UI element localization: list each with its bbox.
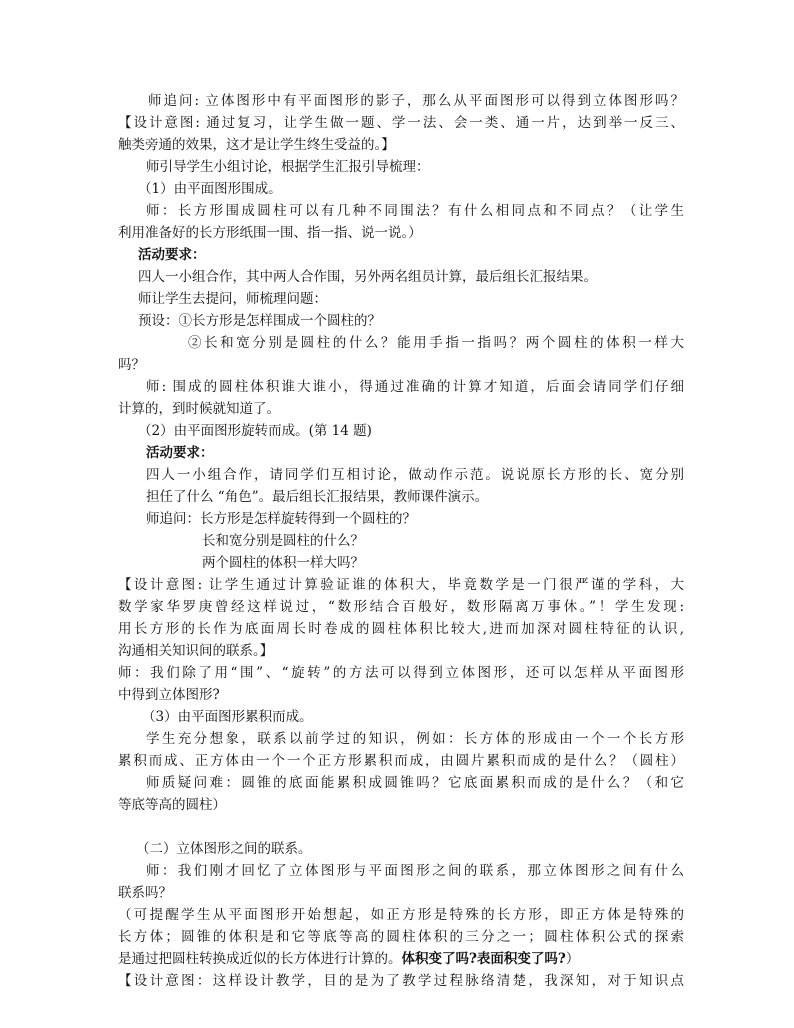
section-heading: （1）由平面图形围成。 [138,181,282,197]
design-intent-line: 用长方形的长作为底面周长时卷成的圆柱体积比较大,进而加深对圆柱特征的认识, [118,621,684,637]
paragraph-line: 吗？ [118,357,145,373]
design-intent-line: 沟通相关知识间的联系。】 [118,643,274,659]
paragraph-text: ） [565,951,580,967]
paragraph-line: 中得到立体图形? [118,687,220,703]
design-intent-line: 【设计意图: 通过复习，让学生做一题、学一法、会一类、通一片，达到举一反三、 [118,115,684,131]
paragraph-text: 是通过把圆柱转换成近似的长方体进行计算的。 [118,951,402,967]
design-intent-line: 【设计意图: 让学生通过计算验证谁的体积大，毕竟数学是一门很严谨的学科，大 [118,577,684,593]
paragraph-line: 联系吗？ [118,885,172,901]
paragraph-line: 利用准备好的长方形纸围一围、指一指、说一说。） [118,225,422,241]
section-heading: （2）由平面图形旋转而成。(第 14 题) [138,423,372,439]
paragraph-line: 担任了什么 “角色”。最后组长汇报结果，教师课件演示。 [146,489,489,505]
paragraph-line: 四人一小组合作，其中两人合作围，另外两名组员计算，最后组长汇报结果。 [138,269,597,285]
paragraph-line: 两个圆柱的体积一样大吗？ [202,555,364,571]
paragraph-line: 师：我们刚才回忆了立体图形与平面图形之间的联系，那立体图形之间有什么 [146,863,684,879]
paragraph-line: 四人一小组合作，请同学们互相讨论，做动作示范。说说原长方形的长、宽分别 [146,467,684,483]
paragraph-line: 累积而成、正方体由一个一个正方形累积而成，由圆片累积而成的是什么？（圆柱） [118,753,684,769]
section-heading: （二）立体图形之间的联系。 [136,841,312,857]
paragraph-line: （可提醒学生从平面图形开始想起，如正方形是特殊的长方形，即正方体是特殊的 [118,907,684,923]
paragraph-line [118,948,684,970]
emphasis-question: 体积变了吗?表面积变了吗? [401,951,566,967]
design-intent-line: 【设计意图：这样设计教学，目的是为了教学过程脉络清楚，我深知，对于知识点 [118,973,684,989]
section-heading: （3）由平面图形累积而成。 [142,709,313,725]
paragraph-line: 师质疑问难：圆锥的底面能累积成圆锥吗？它底面累积而成的是什么？（和它 [146,775,684,791]
paragraph-line: 等底等高的圆柱） [118,797,226,813]
paragraph-line: 师: 围成的圆柱体积谁大谁小，得通过准确的计算才知道，后面会请同学们仔细 [146,379,684,395]
activity-heading: 活动要求： [138,247,206,263]
paragraph-line: 计算的，到时候就知道了。 [118,401,280,417]
paragraph-line: 学生充分想象，联系以前学过的知识，例如：长方体的形成由一个一个长方形 [146,731,684,747]
paragraph-line: 师追问: 立体图形中有平面图形的影子，那么从平面图形可以得到立体图形吗？ [148,93,684,109]
paragraph-line: ②长和宽分别是圆柱的什么？能用手指一指吗？两个圆柱的体积一样大 [188,335,684,351]
paragraph-line: 长方体；圆锥的体积是和它等底等高的圆柱体积的三分之一；圆柱体积公式的探索 [118,929,684,945]
design-intent-line: 触类旁通的效果，这才是让学生终生受益的。】 [118,137,395,153]
activity-heading: 活动要求： [146,445,214,461]
paragraph-line: 长和宽分别是圆柱的什么？ [202,533,364,549]
paragraph-line: 师：我们除了用“围”、“旋转”的方法可以得到立体图形，还可以怎样从平面图形 [118,665,684,681]
paragraph-line: 预设：①长方形是怎样围成一个圆柱的？ [138,313,381,329]
design-intent-line: 数学家华罗庚曾经这样说过，“数形结合百般好，数形隔离万事休。”！学生发现: [118,599,684,615]
paragraph-line: 师：长方形围成圆柱可以有几种不同围法？有什么相同点和不同点？（让学生 [146,203,684,219]
paragraph-line: 师追问：长方形是怎样旋转得到一个圆柱的？ [146,511,416,527]
paragraph-line: 师引导学生小组讨论，根据学生汇报引导梳理： [146,159,430,175]
paragraph-line: 师让学生去提问，师梳理问题： [138,291,327,307]
